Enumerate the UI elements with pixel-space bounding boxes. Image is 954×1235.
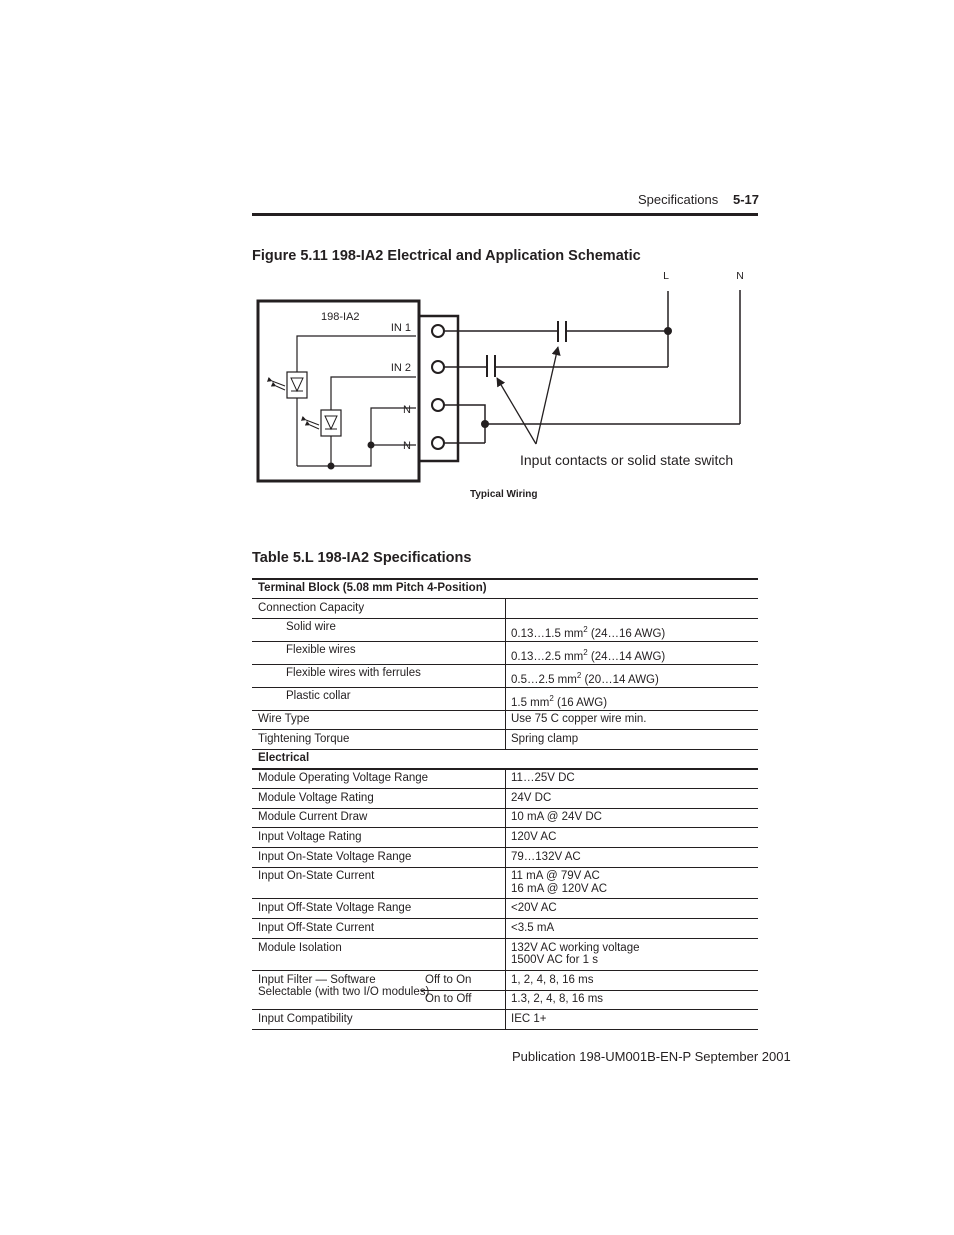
terminal-label-n2: N <box>403 440 411 452</box>
torque-value: Spring clamp <box>511 733 579 745</box>
filter-off-to-on: Off to On <box>425 974 472 986</box>
filter-label-1: Input Filter — Software <box>258 974 376 986</box>
table-title: Table 5.L 198-IA2 Specifications <box>252 550 472 566</box>
off-current-value: <3.5 mA <box>511 922 555 934</box>
compat-label: Input Compatibility <box>258 1013 353 1025</box>
compat-value: IEC 1+ <box>511 1013 547 1025</box>
isolation-value-1: 132V AC working voltage <box>511 942 640 954</box>
off-voltage-value: <20V AC <box>511 902 557 914</box>
off-current-label: Input Off-State Current <box>258 922 375 934</box>
electrical-section: Electrical <box>258 752 310 764</box>
line-label-l: L <box>663 270 669 282</box>
page-number: 5-17 <box>733 192 760 207</box>
running-header-section: Specifications <box>638 192 719 207</box>
on-current-value-2: 16 mA @ 120V AC <box>511 883 608 895</box>
isolation-value-2: 1500V AC for 1 s <box>511 954 598 966</box>
plastic-collar-label: Plastic collar <box>286 690 351 702</box>
on-voltage-value: 79…132V AC <box>511 851 581 863</box>
terminal-label-in1: IN 1 <box>390 322 411 334</box>
filter-on-to-off-value: 1.3, 2, 4, 8, 16 ms <box>511 993 604 1005</box>
torque-label: Tightening Torque <box>258 733 350 745</box>
on-voltage-label: Input On-State Voltage Range <box>258 851 412 863</box>
figure-caption: Typical Wiring <box>470 489 538 500</box>
flexible-wires-value: 0.13…2.5 $mm^2$ (24…14 AWG) <box>511 648 666 663</box>
publication-footer: Publication 198-UM001B-EN-P September 2001 <box>512 1049 791 1064</box>
terminal-block-section: Terminal Block (5.08 mm Pitch 4-Position) <box>258 582 487 594</box>
flexible-wires-label: Flexible wires <box>286 644 356 656</box>
line-label-n: N <box>736 270 744 282</box>
connection-capacity-label: Connection Capacity <box>258 602 365 614</box>
plastic-collar-value: 1.5 $mm^2$ (16 AWG) <box>511 694 608 709</box>
isolation-label: Module Isolation <box>258 942 342 954</box>
filter-on-to-off: On to Off <box>425 993 472 1005</box>
terminal-label-in2: IN 2 <box>390 362 411 374</box>
wire-type-label: Wire Type <box>258 713 310 725</box>
terminal-n1 <box>432 399 444 411</box>
filter-off-to-on-value: 1, 2, 4, 8, 16 ms <box>511 974 594 986</box>
terminal-label-n1: N <box>403 404 411 416</box>
voltage-rating-value: 24V DC <box>511 792 552 804</box>
ferrules-value: 0.5…2.5 $mm^2$ (20…14 AWG) <box>511 671 659 686</box>
on-current-label: Input On-State Current <box>258 870 375 882</box>
voltage-rating-label: Module Voltage Rating <box>258 792 374 804</box>
op-voltage-value: 11…25V DC <box>511 772 575 784</box>
module-label: 198-IA2 <box>321 311 360 323</box>
solid-wire-label: Solid wire <box>286 621 336 633</box>
current-draw-label: Module Current Draw <box>258 811 368 823</box>
off-voltage-label: Input Off-State Voltage Range <box>258 902 412 914</box>
figure-title: Figure 5.11 198-IA2 Electrical and Application Schematic <box>252 248 641 264</box>
terminal-in2 <box>432 361 444 373</box>
wiring-schematic <box>0 0 954 520</box>
terminal-n2 <box>432 437 444 449</box>
input-voltage-value: 120V AC <box>511 831 557 843</box>
ferrules-label: Flexible wires with ferrules <box>286 667 421 679</box>
current-draw-value: 10 mA @ 24V DC <box>511 811 602 823</box>
terminal-in1 <box>432 325 444 337</box>
filter-label-2: Selectable (with two I/O modules) <box>258 986 430 998</box>
table-top-rule <box>252 578 758 580</box>
callout-text: Input contacts or solid state switch <box>520 452 734 468</box>
solid-wire-value: 0.13…1.5 $mm^2$ (24…16 AWG) <box>511 625 666 640</box>
wire-type-value: Use 75 C copper wire min. <box>511 713 647 725</box>
on-current-value-1: 11 mA @ 79V AC <box>511 870 600 882</box>
input-voltage-label: Input Voltage Rating <box>258 831 362 843</box>
op-voltage-label: Module Operating Voltage Range <box>258 772 429 784</box>
